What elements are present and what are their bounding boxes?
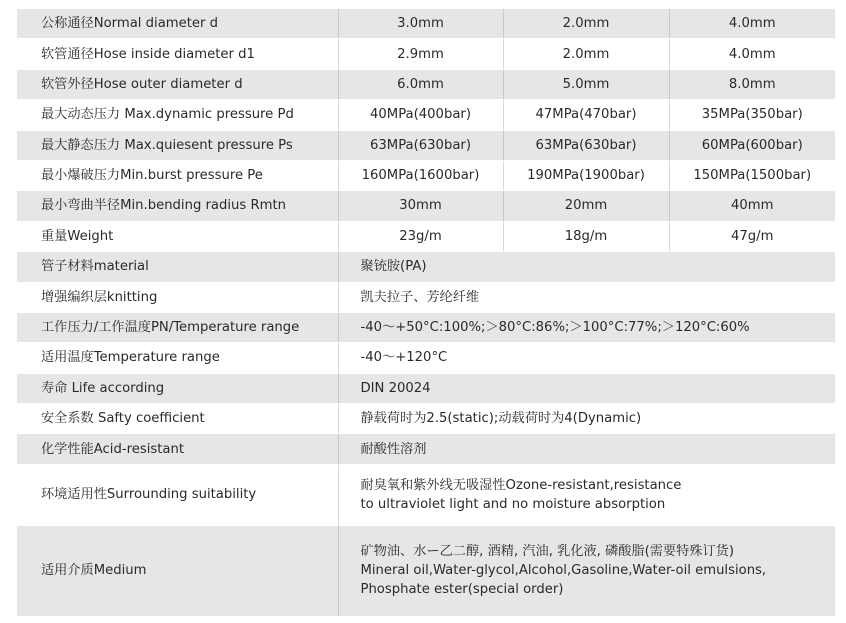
row-label: 寿命 Life according bbox=[17, 373, 338, 403]
cell-value: 18g/m bbox=[503, 221, 669, 251]
table-row bbox=[17, 191, 835, 221]
cell-value: 63MPa(630bar) bbox=[338, 130, 503, 160]
row-label: 软管通径Hose inside diameter d1 bbox=[17, 39, 338, 69]
cell-value bbox=[338, 525, 835, 616]
table-row bbox=[17, 39, 835, 69]
cell-value: 40mm bbox=[669, 191, 835, 221]
cell-value bbox=[338, 312, 835, 342]
row-label: 最小弯曲半径Min.bending radius Rmtn bbox=[17, 191, 338, 221]
table-row bbox=[17, 343, 835, 373]
table-row bbox=[17, 282, 835, 312]
cell-value bbox=[338, 343, 835, 373]
value-line: 聚铳胺(PA) bbox=[360, 259, 427, 275]
row-label: 最大静态压力 Max.quiesent pressure Ps bbox=[17, 130, 338, 160]
cell-value: 20mm bbox=[503, 191, 669, 221]
row-label: 适用温度Temperature range bbox=[17, 343, 338, 373]
cell-value: 2.0mm bbox=[503, 39, 669, 69]
value-line: Phosphate ester(special order) bbox=[360, 582, 564, 598]
spec-table bbox=[17, 9, 835, 617]
value-line: 静载荷时为2.5(static);动载荷时为4(Dynamic) bbox=[360, 411, 642, 427]
value-line: -40～+50°C:100%;＞80°C:86%;＞100°C:77%;＞120°C:60% bbox=[360, 320, 750, 336]
cell-value bbox=[338, 434, 835, 464]
cell-value: 5.0mm bbox=[503, 69, 669, 99]
cell-value: 2.9mm bbox=[338, 39, 503, 69]
table-row bbox=[17, 160, 835, 190]
row-label: 安全系数 Safty coefficient bbox=[17, 404, 338, 434]
cell-value: 6.0mm bbox=[338, 69, 503, 99]
cell-value: 4.0mm bbox=[669, 39, 835, 69]
cell-value: 40MPa(400bar) bbox=[338, 100, 503, 130]
table-row bbox=[17, 69, 835, 99]
row-label: 公称通径Normal diameter d bbox=[17, 9, 338, 39]
table-row bbox=[17, 312, 835, 342]
row-label: 工作压力/工作温度PN/Temperature range bbox=[17, 312, 338, 342]
cell-value bbox=[338, 464, 835, 525]
cell-value: 150MPa(1500bar) bbox=[669, 160, 835, 190]
row-label: 最小爆破压力Min.burst pressure Pe bbox=[17, 160, 338, 190]
table-row bbox=[17, 373, 835, 403]
table-row bbox=[17, 464, 835, 525]
cell-value: 190MPa(1900bar) bbox=[503, 160, 669, 190]
cell-value bbox=[338, 373, 835, 403]
value-line: 耐酸性溶剂 bbox=[360, 441, 427, 457]
table-row bbox=[17, 525, 835, 616]
cell-value bbox=[338, 404, 835, 434]
row-label: 增强编织层knitting bbox=[17, 282, 338, 312]
cell-value: 3.0mm bbox=[338, 9, 503, 39]
value-line: 耐臭氧和紫外线无吸湿性Ozone-resistant,resistance bbox=[360, 477, 682, 493]
cell-value: 30mm bbox=[338, 191, 503, 221]
spec-table-container bbox=[17, 9, 835, 617]
cell-value: 60MPa(600bar) bbox=[669, 130, 835, 160]
cell-value: 63MPa(630bar) bbox=[503, 130, 669, 160]
row-label: 管子材料material bbox=[17, 252, 338, 282]
table-row bbox=[17, 434, 835, 464]
cell-value: 35MPa(350bar) bbox=[669, 100, 835, 130]
cell-value: 47MPa(470bar) bbox=[503, 100, 669, 130]
value-line: to ultraviolet light and no moisture absorption bbox=[360, 496, 666, 512]
row-label: 环境适用性Surrounding suitability bbox=[17, 464, 338, 525]
row-label: 最大动态压力 Max.dynamic pressure Pd bbox=[17, 100, 338, 130]
cell-value: 47g/m bbox=[669, 221, 835, 251]
value-line: Mineral oil,Water-glycol,Alcohol,Gasoline,Water-oil emulsions, bbox=[360, 563, 767, 579]
cell-value: 8.0mm bbox=[669, 69, 835, 99]
row-label: 重量Weight bbox=[17, 221, 338, 251]
row-label: 化学性能Acid-resistant bbox=[17, 434, 338, 464]
value-line: 凯夫拉子、芳纶纤维 bbox=[360, 289, 480, 305]
table-row bbox=[17, 130, 835, 160]
row-label: 适用介质Medium bbox=[17, 525, 338, 616]
table-row bbox=[17, 252, 835, 282]
table-row bbox=[17, 404, 835, 434]
row-label: 软管外径Hose outer diameter d bbox=[17, 69, 338, 99]
value-line: DIN 20024 bbox=[360, 380, 431, 396]
cell-value: 23g/m bbox=[338, 221, 503, 251]
cell-value: 4.0mm bbox=[669, 9, 835, 39]
cell-value bbox=[338, 252, 835, 282]
table-row bbox=[17, 100, 835, 130]
value-line: -40～+120°C bbox=[360, 350, 448, 366]
cell-value: 2.0mm bbox=[503, 9, 669, 39]
table-row bbox=[17, 9, 835, 39]
cell-value bbox=[338, 282, 835, 312]
table-row bbox=[17, 221, 835, 251]
value-line: 矿物油、水ー乙二醇, 酒精, 汽油, 乳化液, 磷酸脂(需要特殊订货) bbox=[360, 544, 735, 560]
cell-value: 160MPa(1600bar) bbox=[338, 160, 503, 190]
